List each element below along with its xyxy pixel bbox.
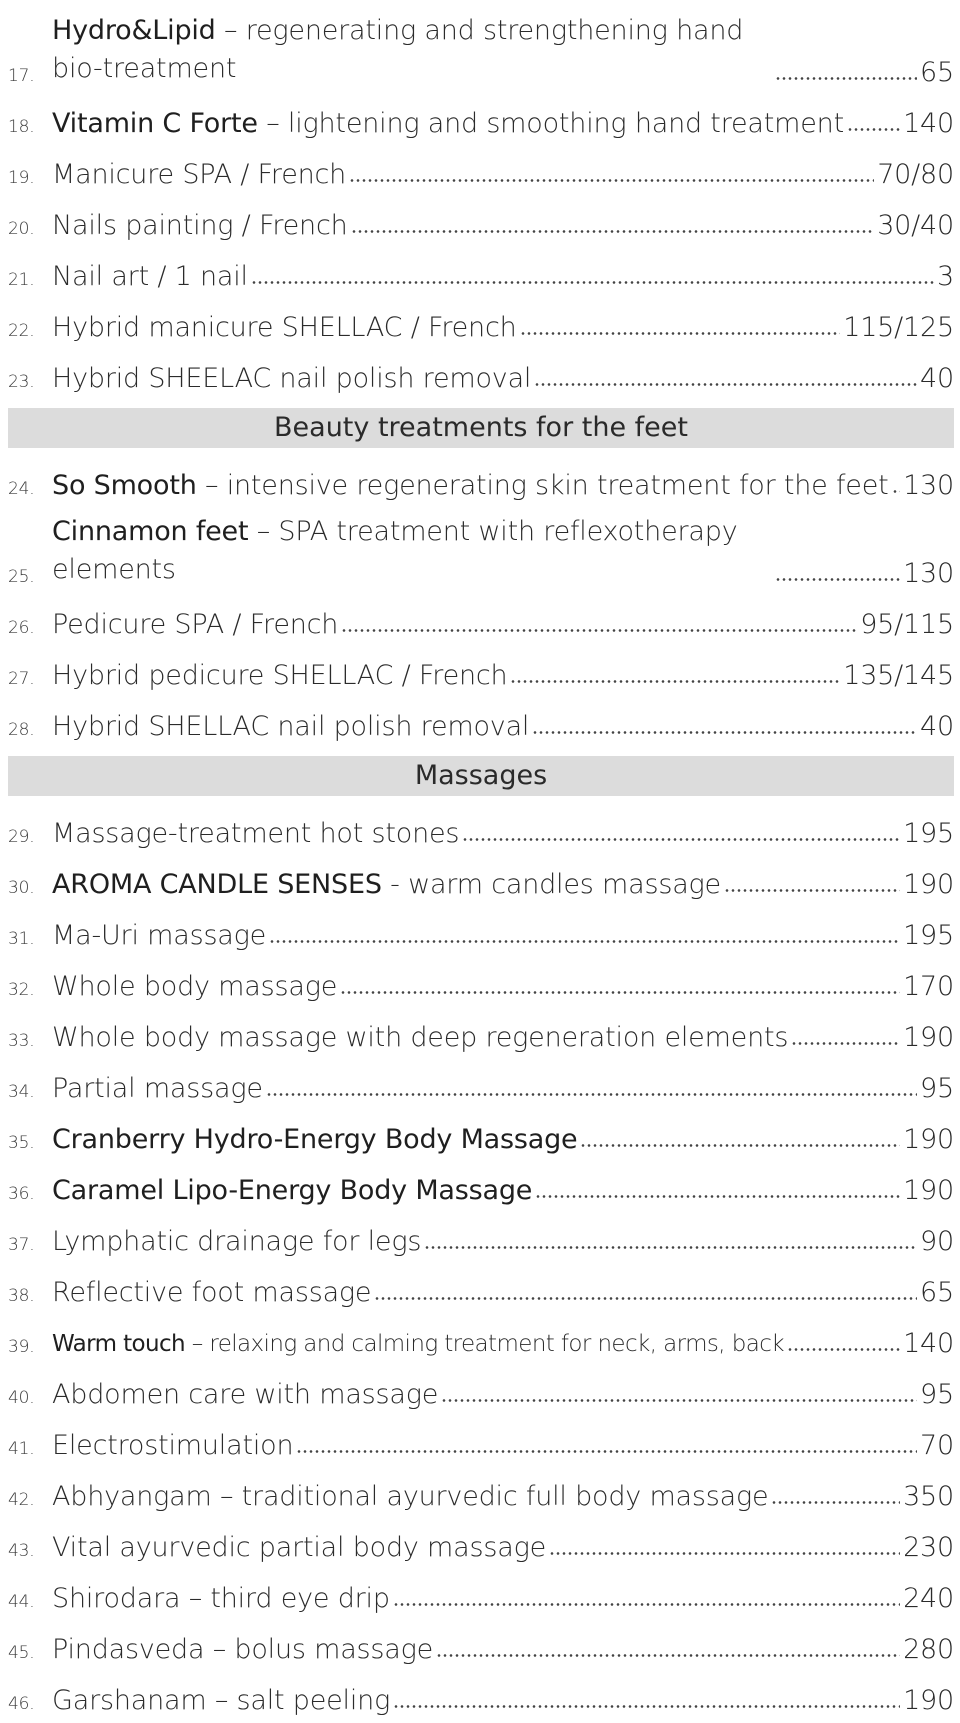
item-description [52,1329,784,1359]
item-details: Nail art / 1 nail [52,261,248,292]
item-details: – regenerating and strengthening hand bio-treatment [52,15,744,84]
menu-item [8,1308,954,1359]
item-price: 95/115 [860,609,954,640]
item-number: 40. [8,1388,35,1408]
dot-leader [374,1296,917,1301]
item-price: 190 [903,1022,954,1053]
item-price: 40 [920,711,954,742]
item-number: 17. [8,66,35,86]
menu-item [8,292,954,343]
dot-leader [349,178,874,183]
item-number: 27. [8,669,35,689]
menu-item [8,1665,954,1716]
item-details: Garshanam – salt peeling [52,1685,391,1716]
menu-item [8,1206,954,1257]
item-number: 43. [8,1541,35,1561]
item-description [52,972,337,1002]
item-price: 195 [903,920,954,951]
item-description [52,661,507,691]
item-description [52,471,889,501]
menu-item [8,691,954,742]
item-description [52,1023,788,1053]
menu-item [8,589,954,640]
dot-leader [393,1602,900,1607]
item-description [52,313,517,343]
dot-leader [775,577,900,582]
item-price: 65 [920,57,954,88]
item-price: 190 [903,1175,954,1206]
menu-item [8,1512,954,1563]
item-price: 70 [920,1430,954,1461]
menu-item [8,1104,954,1155]
item-number: 29. [8,827,35,847]
menu-item [8,501,954,589]
item-price: 240 [903,1583,954,1614]
item-description [52,1125,577,1155]
item-number: 41. [8,1439,35,1459]
dot-leader [251,280,934,285]
item-details: Pedicure SPA / French [52,609,339,640]
item-description [52,262,248,292]
item-details: Electrostimulation [52,1430,294,1461]
item-number: 24. [8,479,35,499]
item-price: 280 [903,1634,954,1665]
item-price: 190 [903,1124,954,1155]
menu-item [8,640,954,691]
item-number: 19. [8,168,35,188]
item-details: – lightening and smoothing hand treatment [257,108,844,139]
item-details: Partial massage [52,1073,263,1104]
dot-leader [510,679,840,684]
dot-leader [580,1143,900,1148]
item-description [52,1176,532,1206]
item-price: 350 [903,1481,954,1512]
item-number: 32. [8,980,35,1000]
dot-leader [549,1551,900,1556]
item-details: Vital ayurvedic partial body massage [52,1532,546,1563]
item-description [52,1074,263,1104]
item-details: – intensive regenerating skin treatment for the feet [196,470,889,501]
item-number: 31. [8,929,35,949]
item-name: Cinnamon feet [52,516,249,547]
item-price: 140 [903,108,954,139]
section-header: Beauty treatments for the feet [8,408,954,448]
menu-item [8,0,954,88]
item-price: 140 [903,1328,954,1359]
item-price: 190 [903,1685,954,1716]
item-price: 195 [903,818,954,849]
item-price: 70/80 [877,159,954,190]
item-description [52,12,772,88]
dot-leader [892,489,901,494]
item-name: Warm touch [52,1331,186,1357]
dot-leader [340,990,900,995]
menu-item [8,190,954,241]
menu-item [8,139,954,190]
item-details: Abdomen care with massage [52,1379,439,1410]
menu-item [8,1002,954,1053]
item-description [52,364,531,394]
item-price: 3 [937,261,954,292]
dot-leader [535,1194,900,1199]
item-price: 230 [903,1532,954,1563]
item-number: 25. [8,567,35,587]
price-list [8,0,954,1716]
item-details: Whole body massage [52,971,338,1002]
item-price: 90 [920,1226,954,1257]
item-number: 33. [8,1031,35,1051]
item-number: 28. [8,720,35,740]
item-price: 95 [920,1379,954,1410]
menu-item [8,951,954,1002]
item-description [52,1533,546,1563]
menu-item [8,241,954,292]
item-number: 35. [8,1133,35,1153]
item-name: Hydro&Lipid [52,15,216,46]
dot-leader [534,382,917,387]
dot-leader [520,331,841,336]
item-number: 42. [8,1490,35,1510]
item-price: 65 [920,1277,954,1308]
item-details: Ma-Uri massage [52,920,267,951]
menu-item [8,88,954,139]
item-details: Hybrid SHEELAC nail polish removal [52,363,532,394]
item-price: 40 [920,363,954,394]
item-price: 130 [903,470,954,501]
dot-leader [791,1041,900,1046]
dot-leader [266,1092,917,1097]
item-details: Hybrid SHELLAC nail polish removal [52,711,530,742]
item-details: Shirodara – third eye drip [52,1583,390,1614]
item-details: Pindasveda – bolus massage [52,1634,434,1665]
item-details: - warm candles massage [381,869,721,900]
item-description [52,513,772,589]
item-details: Reflective foot massage [52,1277,372,1308]
menu-item [8,1053,954,1104]
menu-item [8,343,954,394]
item-details: – SPA treatment with reflexotherapy elements [52,516,738,585]
menu-item [8,450,954,501]
dot-leader [787,1347,900,1352]
item-description [52,819,459,849]
dot-leader [441,1398,917,1403]
item-number: 34. [8,1082,35,1102]
item-number: 45. [8,1643,35,1663]
item-description [52,1278,371,1308]
item-description [52,211,348,241]
dot-leader [296,1449,917,1454]
item-number: 23. [8,372,35,392]
item-number: 44. [8,1592,35,1612]
menu-item [8,849,954,900]
item-price: 170 [903,971,954,1002]
dot-leader [424,1245,917,1250]
menu-item [8,1461,954,1512]
menu-item [8,1155,954,1206]
dot-leader [351,229,875,234]
item-number: 21. [8,270,35,290]
menu-item [8,1257,954,1308]
item-details: Abhyangam – traditional ayurvedic full body massage [52,1481,769,1512]
menu-item [8,1359,954,1410]
dot-leader [771,1500,900,1505]
item-name: Vitamin C Forte [52,108,258,139]
item-description [52,109,844,139]
dot-leader [775,76,917,81]
item-number: 36. [8,1184,35,1204]
item-name: Cranberry Hydro-Energy Body Massage [52,1124,578,1155]
item-name: So Smooth [52,470,197,501]
item-number: 18. [8,117,35,137]
item-price: 95 [920,1073,954,1104]
menu-item [8,1410,954,1461]
item-description [52,1380,438,1410]
item-price: 30/40 [877,210,954,241]
item-number: 37. [8,1235,35,1255]
item-description [52,921,266,951]
item-description [52,610,338,640]
item-number: 20. [8,219,35,239]
menu-item [8,798,954,849]
dot-leader [724,888,900,893]
item-number: 39. [8,1337,35,1357]
item-description [52,870,721,900]
dot-leader [341,628,857,633]
item-details: Hybrid manicure SHELLAC / French [52,312,517,343]
item-description [52,1584,390,1614]
item-number: 26. [8,618,35,638]
item-number: 30. [8,878,35,898]
item-price: 190 [903,869,954,900]
item-number: 46. [8,1694,35,1714]
item-details: Manicure SPA / French [52,159,347,190]
dot-leader [462,837,900,842]
item-number: 22. [8,321,35,341]
item-number: 38. [8,1286,35,1306]
menu-item [8,1614,954,1665]
item-price: 130 [903,558,954,589]
item-details: Nails painting / French [52,210,348,241]
item-description [52,712,529,742]
item-description [52,1227,421,1257]
menu-item [8,1563,954,1614]
dot-leader [532,730,917,735]
item-description [52,1482,768,1512]
dot-leader [847,127,900,132]
item-details: Massage-treatment hot stones [52,818,460,849]
dot-leader [393,1704,900,1709]
menu-item [8,900,954,951]
item-details: Lymphatic drainage for legs [52,1226,422,1257]
item-details: – relaxing and calming treatment for neck, arms, back [185,1331,784,1357]
dot-leader [269,939,900,944]
dot-leader [436,1653,900,1658]
item-name: AROMA CANDLE SENSES [52,869,382,900]
item-details: Hybrid pedicure SHELLAC / French [52,660,508,691]
item-price: 135/145 [843,660,954,691]
section-header: Massages [8,756,954,796]
item-description [52,1431,293,1461]
item-price: 115/125 [843,312,954,343]
item-name: Caramel Lipo-Energy Body Massage [52,1175,533,1206]
item-details: Whole body massage with deep regeneration elements [52,1022,789,1053]
item-description [52,160,346,190]
item-description [52,1686,390,1716]
item-description [52,1635,433,1665]
